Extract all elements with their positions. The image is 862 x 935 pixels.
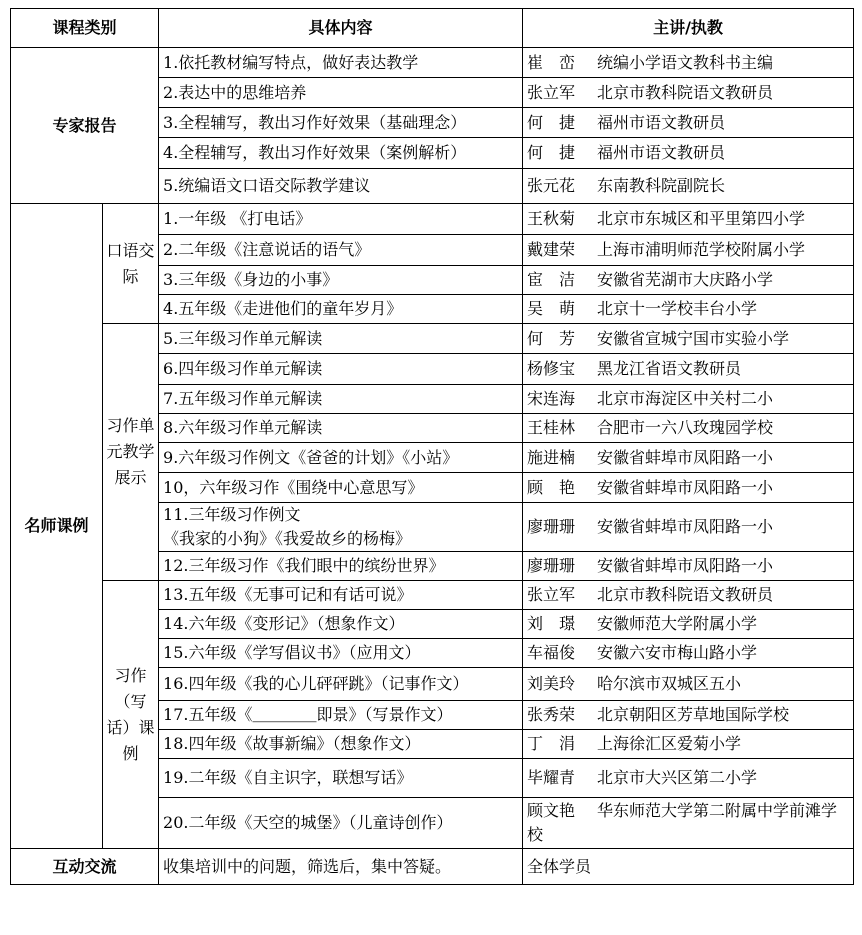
lecturer-name: 车福俊 [527, 643, 576, 662]
lecturer-name: 王桂林 [527, 418, 576, 437]
content-cell [159, 414, 523, 443]
content-text: 12.三年级习作《我们眼中的缤纷世界》 [163, 556, 445, 575]
lecturer-org: 福州市语文教研员 [597, 143, 726, 162]
lecturer-org: 安徽省宣城宁国市实验小学 [597, 328, 790, 348]
content-text: 2.表达中的思维培养 [163, 82, 307, 102]
lecturer-name: 何 捷 [527, 112, 576, 132]
lecturer-name: 全体学员 [527, 856, 592, 876]
content-text: 8.六年级习作单元解读 [163, 418, 323, 437]
lecturer-cell [523, 385, 854, 414]
lecturer-org: 安徽省蚌埠市凤阳路一小 [597, 517, 774, 536]
lecturer-org: 安徽省蚌埠市凤阳路一小 [597, 477, 774, 497]
lecturer-cell [523, 552, 854, 581]
lecturer-org: 安徽六安市梅山路小学 [597, 643, 758, 662]
header-content: 具体内容 [159, 9, 523, 48]
lecturer-name: 毕耀青 [527, 768, 576, 787]
lecturer-name: 顾 艳 [527, 477, 576, 497]
lecturer-org: 上海徐汇区爱菊小学 [597, 734, 742, 753]
content-cell [159, 169, 523, 204]
lecturer-name: 王秋菊 [527, 209, 576, 228]
content-text: 1.依托教材编写特点，做好表达教学 [163, 52, 419, 72]
content-text: 6.四年级习作单元解读 [163, 359, 323, 378]
lecturer-cell [523, 324, 854, 354]
subcategory-oral: 口语交际 [103, 204, 159, 324]
content-text: 10，六年级习作《围绕中心意思写》 [163, 477, 424, 497]
lecturer-org: 合肥市一六八玫瑰园学校 [597, 418, 774, 437]
lecturer-org: 北京十一学校丰台小学 [597, 299, 758, 318]
subcategory-unit: 习作单元教学展示 [103, 324, 159, 581]
content-cell [159, 639, 523, 668]
lecturer-cell [523, 849, 854, 885]
lecturer-cell [523, 204, 854, 235]
content-text: 3.三年级《身边的小事》 [163, 270, 339, 289]
lecturer-cell [523, 138, 854, 169]
content-cell [159, 552, 523, 581]
lecturer-org: 福州市语文教研员 [597, 112, 726, 132]
content-cell [159, 78, 523, 108]
lecturer-org: 北京朝阳区芳草地国际学校 [597, 705, 790, 724]
content-text: 1.一年级 《打电话》 [163, 209, 312, 228]
lecturer-name: 刘 璟 [527, 614, 576, 633]
lecturer-org: 北京市教科院语文教研员 [597, 585, 774, 604]
subcategory-writing: 习作（写话）课例 [103, 581, 159, 849]
lecturer-cell [523, 48, 854, 78]
content-cell [159, 503, 523, 552]
lecturer-cell [523, 169, 854, 204]
category-interactive: 互动交流 [11, 849, 159, 885]
content-cell [159, 266, 523, 295]
lecturer-org: 安徽师范大学附属小学 [597, 614, 758, 633]
lecturer-name: 何 捷 [527, 143, 576, 162]
content-text: 7.五年级习作单元解读 [163, 389, 323, 408]
content-text: 19.二年级《自主识字，联想写话》 [163, 768, 413, 787]
lecturer-cell [523, 354, 854, 385]
lecturer-name: 施进楠 [527, 447, 576, 467]
content-cell [159, 701, 523, 730]
lecturer-name: 顾文艳 [527, 801, 576, 820]
content-text: 15.六年级《学写倡议书》（应用文） [163, 643, 421, 662]
content-cell [159, 354, 523, 385]
content-text: 18.四年级《故事新编》（想象作文） [163, 734, 421, 753]
content-text: 11.三年级习作例文 [163, 505, 301, 524]
content-cell [159, 385, 523, 414]
lecturer-name: 张元花 [527, 176, 576, 195]
content-cell [159, 48, 523, 78]
content-text: 4.全程辅写，教出习作好效果（案例解析） [163, 143, 467, 162]
lecturer-org: 黑龙江省语文教研员 [597, 359, 742, 378]
lecturer-cell [523, 108, 854, 138]
content-cell [159, 798, 523, 849]
lecturer-name: 吴 萌 [527, 299, 576, 318]
lecturer-name: 戴建荣 [527, 240, 576, 259]
content-cell [159, 324, 523, 354]
lecturer-org: 北京市海淀区中关村二小 [597, 389, 774, 408]
content-cell [159, 138, 523, 169]
lecturer-name: 何 芳 [527, 328, 576, 348]
content-cell [159, 610, 523, 639]
content-text: 3.全程辅写，教出习作好效果（基础理念） [163, 112, 467, 132]
content-text: 9.六年级习作例文《爸爸的计划》《小站》 [163, 447, 459, 467]
content-text: 5.三年级习作单元解读 [163, 328, 323, 348]
lecturer-org: 北京市教科院语文教研员 [597, 82, 774, 102]
content-text-line2: 《我家的小狗》《我爱故乡的杨梅》 [163, 529, 412, 548]
content-cell [159, 849, 523, 885]
content-cell [159, 108, 523, 138]
content-text: 17.五年级《＿＿＿＿即景》（写景作文） [163, 705, 453, 724]
lecturer-org: 安徽省蚌埠市凤阳路一小 [597, 556, 774, 575]
lecturer-cell [523, 295, 854, 324]
lecturer-cell [523, 610, 854, 639]
table-row [11, 324, 854, 354]
lecturer-org: 北京市东城区和平里第四小学 [597, 209, 806, 228]
lecturer-cell [523, 639, 854, 668]
lecturer-name: 刘美玲 [527, 674, 576, 693]
lecturer-name: 崔 峦 [527, 52, 576, 72]
category-teacher: 名师课例 [11, 204, 103, 849]
lecturer-name: 廖珊珊 [527, 556, 576, 575]
content-text: 4.五年级《走进他们的童年岁月》 [163, 299, 403, 318]
lecturer-cell [523, 235, 854, 266]
lecturer-cell [523, 78, 854, 108]
lecturer-name: 宋连海 [527, 389, 576, 408]
lecturer-cell [523, 443, 854, 473]
lecturer-cell [523, 414, 854, 443]
lecturer-name: 宦 洁 [527, 270, 576, 289]
lecturer-org: 哈尔滨市双城区五小 [597, 674, 742, 693]
lecturer-cell [523, 668, 854, 701]
lecturer-cell [523, 266, 854, 295]
lecturer-name: 丁 涓 [527, 734, 576, 753]
lecturer-org: 统编小学语文教科书主编 [597, 52, 774, 72]
table-row [11, 849, 854, 885]
lecturer-cell [523, 581, 854, 610]
lecturer-cell [523, 473, 854, 503]
content-text: 16.四年级《我的心儿砰砰跳》（记事作文） [163, 674, 469, 693]
lecturer-name: 张秀荣 [527, 705, 576, 724]
lecturer-cell [523, 503, 854, 552]
content-cell [159, 668, 523, 701]
content-cell [159, 473, 523, 503]
content-cell [159, 730, 523, 759]
lecturer-name: 张立军 [527, 82, 576, 102]
lecturer-org: 东南教科院副院长 [597, 176, 726, 195]
content-cell [159, 204, 523, 235]
content-cell [159, 443, 523, 473]
lecturer-org: 上海市浦明师范学校附属小学 [597, 240, 806, 259]
content-text: 5.统编语文口语交际教学建议 [163, 176, 371, 195]
lecturer-org: 华东师范大学第二附属中学前滩学校 [527, 801, 838, 844]
content-cell [159, 235, 523, 266]
table-row [11, 581, 854, 610]
header-lecturer: 主讲/执教 [523, 9, 854, 48]
header-category: 课程类别 [11, 9, 159, 48]
lecturer-org: 北京市大兴区第二小学 [597, 768, 758, 787]
lecturer-name: 廖珊珊 [527, 517, 576, 536]
content-text: 20.二年级《天空的城堡》（儿童诗创作） [163, 813, 453, 832]
content-cell [159, 581, 523, 610]
lecturer-cell [523, 701, 854, 730]
course-schedule-table [10, 8, 854, 885]
lecturer-name: 张立军 [527, 585, 576, 604]
content-text: 14.六年级《变形记》（想象作文） [163, 614, 405, 633]
lecturer-cell [523, 759, 854, 798]
table-row [11, 48, 854, 78]
content-text: 2.二年级《注意说话的语气》 [163, 240, 371, 259]
lecturer-name: 杨修宝 [527, 359, 576, 378]
lecturer-org: 安徽省芜湖市大庆路小学 [597, 270, 774, 289]
lecturer-cell [523, 730, 854, 759]
content-text: 收集培训中的问题，筛选后，集中答疑。 [163, 856, 452, 876]
table-row [11, 204, 854, 235]
lecturer-cell [523, 798, 854, 849]
header-row [11, 9, 854, 48]
category-expert: 专家报告 [11, 48, 159, 204]
content-cell [159, 759, 523, 798]
lecturer-org: 安徽省蚌埠市凤阳路一小 [597, 447, 774, 467]
content-cell [159, 295, 523, 324]
content-text: 13.五年级《无事可记和有话可说》 [163, 585, 413, 604]
